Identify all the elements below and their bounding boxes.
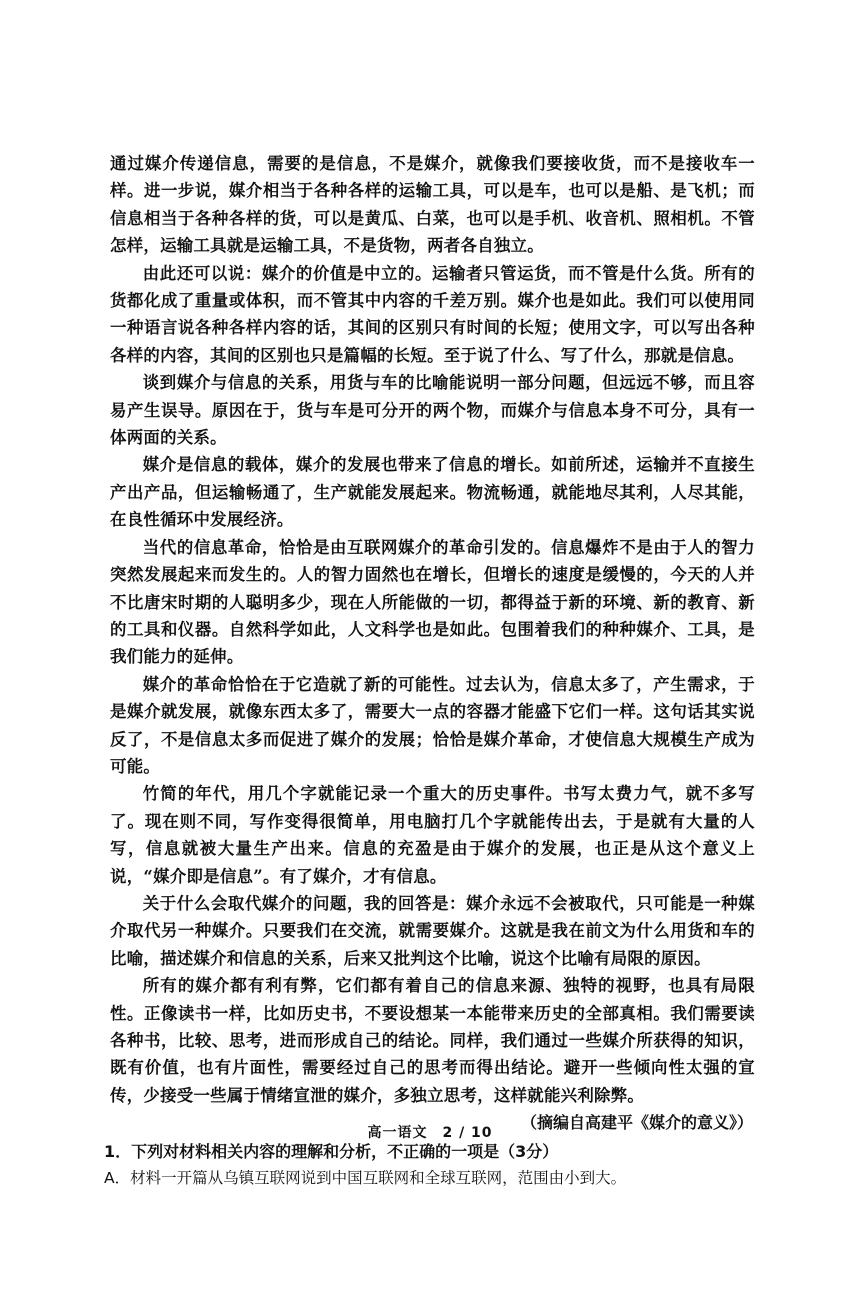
article-paragraph-9: 所有的媒介都有利有弊，它们都有着自己的信息来源、独特的视野，也具有局限性。正像读书一样，比如历史书，不要设想某一本能带来历史的全部真相。我们需要读各种书，比较、思考，进而形成自己的结论。同样，我们通过一些媒介所获得的知识，既有价值，也有片面性，需要经过自己的思考而得出结论。避开一些倾向性太强的宣传，少接受一些属于情绪宣泄的媒介，多独立思考，这样就能兴利除弊。 bbox=[110, 976, 755, 1105]
article-paragraph-7: 竹简的年代，用几个字就能记录一个重大的历史事件。书写太费力气，就不多写了。现在则不同，写作变得很简单，用电脑打几个字就能传出去，于是就有大量的人写，信息就被大量生产出来。信息的充盈是由于媒介的发展，也正是从这个意义上说，“媒介即是信息”。有了媒介，才有信息。 bbox=[110, 784, 755, 886]
article-paragraph-2: 由此还可以说：媒介的价值是中立的。运输者只管运货，而不管是什么货。所有的货都化成了重量或体积，而不管其中内容的千差万别。媒介也是如此。我们可以使用同一种语言说各种各样内容的话，其间的区别只有时间的长短；使用文字，可以写出各种各样的内容，其间的区别也只是篇幅的长短。至于说了什么、写了什么，那就是信息。 bbox=[110, 263, 755, 365]
question-option-a: A．材料一开篇从乌镇互联网说到中国互联网和全球互联网，范围由小到大。 bbox=[104, 1169, 627, 1188]
page-footer: 高一语文 2 / 10 bbox=[367, 1125, 493, 1141]
article-paragraph-5: 当代的信息革命，恰恰是由互联网媒介的革命引发的。信息爆炸不是由于人的智力突然发展起来而发生的。人的智力固然也在增长，但增长的速度是缓慢的，今天的人并不比唐宋时期的人聪明多少，现在人所能做的一切，都得益于新的环境、新的教育、新的工具和仪器。自然科学如此，人文科学也是如此。包围着我们的种种媒介、工具，是我们能力的延伸。 bbox=[110, 537, 755, 667]
article-source: （摘编自高建平《媒介的意义》） bbox=[520, 1113, 753, 1133]
article-paragraph-8: 关于什么会取代媒介的问题，我的回答是：媒介永远不会被取代，只可能是一种媒介取代另一种媒介。只要我们在交流，就需要媒介。这就是我在前文为什么用货和车的比喻，描述媒介和信息的关系，后来又批判这个比喻，说这个比喻有局限的原因。 bbox=[110, 893, 755, 968]
article-paragraph-4: 媒介是信息的载体，媒介的发展也带来了信息的增长。如前所述，运输并不直接生产出产品，但运输畅通了，生产就能发展起来。物流畅通，就能地尽其利，人尽其能，在良性循环中发展经济。 bbox=[110, 455, 755, 530]
article-paragraph-6: 媒介的革命恰恰在于它造就了新的可能性。过去认为，信息太多了，产生需求，于是媒介就发展，就像东西太多了，需要大一点的容器才能盛下它们一样。这句话其实说反了，不是信息太多而促进了媒介的发展；恰恰是媒介革命，才使信息大规模生产成为可能。 bbox=[110, 674, 755, 776]
article-paragraph-3: 谈到媒介与信息的关系，用货与车的比喻能说明一部分问题，但远远不够，而且容易产生误导。原因在于，货与车是可分开的两个物，而媒介与信息本身不可分，具有一体两面的关系。 bbox=[110, 373, 755, 448]
question-title: 1．下列对材料相关内容的理解和分析，不正确的一项是（3分） bbox=[104, 1142, 559, 1162]
document-page bbox=[104, 150, 755, 1192]
article-paragraph-1: 通过媒介传递信息，需要的是信息，不是媒介，就像我们要接收货，而不是接收车一样。进一步说，媒介相当于各种各样的运输工具，可以是车，也可以是船、是飞机；而信息相当于各种各样的货，可以是黄瓜、白菜，也可以是手机、收音机、照相机。不管怎样，运输工具就是运输工具，不是货物，两者各自独立。 bbox=[110, 154, 755, 256]
